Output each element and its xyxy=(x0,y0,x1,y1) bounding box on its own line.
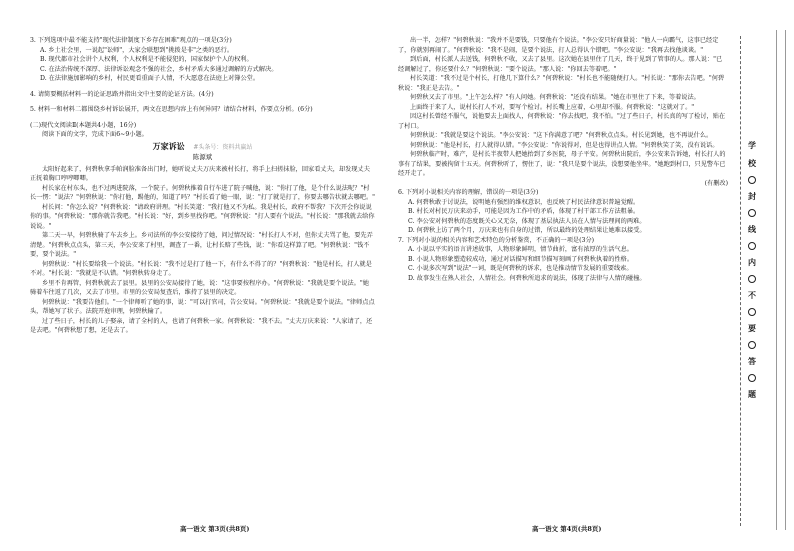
story-paragraph: 何碧秋说："我要告他们。"一个律师听了她的事，说："可以打官司，告公安局。"何碧秋说："我就是要个说法。"律师点点头，帮她写了状子。法院开庭审理，何碧秋输了。 xyxy=(30,298,375,315)
story-paragraph: 第二天一早，何碧秋骑了车去乡上。乡司法所的李公安接待了她，问过情况说："村长打人不对，但你丈夫骂了他，要先弄清楚。"何碧秋点点头，第三天，李公安来了村里，调查了一番，让村长赔了些钱，说："你看这样算了吧。"何碧秋说："钱不要，要个说法。" xyxy=(30,232,373,258)
binding-char: 要 xyxy=(748,323,756,333)
q6-option-c: C. 李公安对何碧秋的态度既关心又无奈，体现了基层执法人员在人情与法理间的两难。 xyxy=(408,217,646,225)
story-paragraph: 太阳好起来了，何碧秋拿手帕润脸准备出门时，她听说丈夫万庆来被村长打，将手上扫搓抹脸，回家看丈夫，却发现丈夫正抚着胸口哼哼唧唧。 xyxy=(30,165,370,182)
binding-circle-icon xyxy=(748,176,756,184)
story-title-text: 万家诉讼 xyxy=(152,140,185,151)
page-footer-right: 高一语文 第4页(共8页) xyxy=(532,525,602,533)
binding-circle-icon xyxy=(748,374,756,382)
left-column xyxy=(30,36,375,336)
binding-char: 不 xyxy=(748,290,756,300)
story-paragraph: 村长家在村东头，也不过两进院落，一个院子。何碧秋推着自行车进了院子喊他，说："你打了他，是个什么说法呢？"村长一愣："说法？"何碧秋说："你打他，踢他的，知道了吗？"村长看了她一眼，说："打了就是打了，你要去哪告状就去哪吧。" xyxy=(30,184,376,201)
binding-char: 线 xyxy=(748,224,756,234)
story-paragraph: 何碧秋说："我就是要这个说法。"李公安说："这下你满意了吧？"何碧秋点点头。村长见到她，也不再说什么。 xyxy=(410,132,713,139)
q7-option-c: C. 小说多次写到"说法"一词，既是何碧秋的诉求，也是推动情节发展的重要线索。 xyxy=(408,265,633,272)
binding-char: 封 xyxy=(748,191,756,201)
story-paragraph: 到后面，村长派人去送钱，何碧秋不收，又去了县里。这次她在县里住了几天，终于见到了管事的人。那人说："已经调解过了，你还要什么？"何碧秋说："要个说法。"那人说："你回去等着吧。" xyxy=(398,56,723,73)
right-column xyxy=(398,36,728,283)
binding-circle-icon xyxy=(748,275,756,283)
story-paragraph: 何碧秋又去了市里。"上午怎么样？"有人问她。何碧秋说："还没有结果。"她在市里住了下来，等着说法。 xyxy=(410,94,700,101)
binding-label xyxy=(742,140,762,400)
q6-stem: 6. 下列对小说相关内容的理解，错误的一项是(3分) xyxy=(398,189,539,196)
story-paragraph: 何碧秋说："村长要给我一个说法。"村长说："我不过是打了他一下，有什么不得了的？"何碧秋说："他是村长，打人就是不对。"村长说："我就是不认错。"何碧秋转身走了。 xyxy=(30,260,372,277)
q6-option-b: B. 村长对村民万庆来动手，可能是因为工作中的矛盾，体现了村干部工作方法粗暴。 xyxy=(408,208,640,215)
q3-option-a: A. 乡土社会里，一说起"讼师"，大家会联想到"挑拨是非"之类的恶行。 xyxy=(40,46,234,54)
story-paragraph: 村长笑道："我不过是个村长，打他几下算什么？"何碧秋说："村长也不能随便打人。"村长说："那你去告吧。"何碧秋说："我正是去告。" xyxy=(398,75,725,92)
binding-circle-icon xyxy=(748,341,756,349)
section-2-heading: (二)现代文阅读Ⅱ(本题共4小题，16分) xyxy=(30,121,137,129)
story-paragraph: 村长问："你怎么说？"何碧秋说："请政府讲理。"村长笑道："我打他又不为私。我是村长，政府不帮我？下次开会你说说你的事。"何碧秋说："那你就告我吧。"村长说："好，到乡里找你吧。"何碧秋说："打人要有个说法。"村长说："那我就去给你说说。" xyxy=(30,203,375,230)
binding-circle-icon xyxy=(748,308,756,316)
story-paragraph: 上面终于来了人，说村长打人不对，要写个检讨。村长嘴上应着，心里却不服。何碧秋说："这就对了。" xyxy=(410,103,695,111)
story-author: 陈源斌 xyxy=(192,153,213,161)
q3-stem: 3. 下列选项中最不能支持"现代法律制度下乡存在困难"观点的一项是(3分) xyxy=(30,37,232,44)
q3-option-d: D. 在法律施加影响的乡村，村民更看重面子人情，不大愿意在法庭上对簿公堂。 xyxy=(40,75,260,82)
watermark-text: #头条号：资料共赢站 xyxy=(193,143,253,151)
q4-stem: 4. 请简要概括材料一的论证思路并指出文中主要的论证方法。(4分) xyxy=(30,90,214,98)
story-paragraph: 因这村长曾经不服气，说他要去上面找人，何碧秋说："你去找吧，我不怕。"过了些日子，村长真的写了检讨，贴在了村口。 xyxy=(398,113,726,130)
q7-option-a: A. 小说以平实的语言讲述故事，人物形象鲜明，情节曲折，富有浓厚的生活气息。 xyxy=(408,246,633,253)
q7-option-d: D. 故事发生在熟人社会，人情社会。何碧秋所追求的说法，体现了法律与人情的碰撞。 xyxy=(408,274,646,282)
q6-option-a: A. 何碧秋敢于讨说法，说明她有强烈的维权意识，也反映了村民法律意识普遍觉醒。 xyxy=(408,198,640,206)
story-paragraph: 何碧秋说："他是村长，打人就得认错。"李公安说："你说得对，但是也得讲点人情。"何碧秋笑了笑，没有说话。 xyxy=(410,141,719,149)
binding-circle-icon xyxy=(748,242,756,250)
story-paragraph: 乡里不肯再管，何碧秋就去了县里。县里的公安局接待了她，说："这事要按程序办。"何碧秋说："我就是要个说法。"她骑着车往返了几次，又去了市里。市里的公安局复查后，维持了县里的决定。 xyxy=(30,279,369,296)
q7-option-b: B. 小说人物形象塑造较成功，通过对话描写和细节描写刻画了何碧秋执着的性格。 xyxy=(408,255,634,263)
story-paragraph: 何碧秋临产时，难产，是村长半夜带人把她抬到了乡医院，母子平安。何碧秋出院后，李公安来告诉她，村长打人的事有了结果，要被拘留十五天。何碧秋听了，愣住了，说："我只是要个说法，没想要他坐牢。"她跑到村口，只见警车已经开走了。 xyxy=(398,151,726,177)
story-paragraph: 出一半，怎样？"何碧秋说："我并不是要钱，只要他有个说法。"李公安只好商量说："他人一向霸气，这事已经定了，你就别再闹了。"何碧秋说："我不是闹，是要个说法，打人总得认个错吧。"李公安说："我再去找他谈谈。" xyxy=(398,37,719,54)
q7-stem: 7. 下列对小说的相关内容和艺术特色的分析鉴赏，不正确的一项是(3分) xyxy=(398,236,595,244)
binding-char: 校 xyxy=(748,158,756,168)
page-footer-left: 高一语文 第3页(共8页) xyxy=(180,525,250,533)
binding-char: 内 xyxy=(748,257,756,267)
binding-char: 题 xyxy=(748,389,756,399)
binding-char: 学 xyxy=(748,140,756,150)
binding-circle-icon xyxy=(748,209,756,217)
story-title xyxy=(30,142,375,153)
q5-stem: 5. 材料一和材料二都围绕乡村诉讼展开，两文在思想内容上有何异同？请结合材料，作要点分析。(6分) xyxy=(30,106,313,113)
q3-option-c: C. 在法治传统不深厚、法律诉讼观念不强的社会，乡村矛盾大多通过调解的方式解决。 xyxy=(40,65,278,73)
section-2-intro: 阅读下面的文字，完成下面6~9小题。 xyxy=(42,131,148,138)
binding-char: 答 xyxy=(748,356,756,366)
q6-option-d: D. 何碧秋上访了两个月，万庆来也有自身的过错，所以最终的处理结果让她难以接受。 xyxy=(408,227,646,234)
q3-option-b: B. 现代都市社会讲个人权利，个人权利是不能侵犯的，国家保护个人的权利。 xyxy=(40,56,253,63)
revision-note: (有删改) xyxy=(704,179,728,187)
page-edge-rail xyxy=(776,30,786,530)
story-paragraph: 过了些日子，村长的儿子娶亲，请了全村的人，也请了何碧秋一家。何碧秋说："我不去。"丈夫万庆来说："人家请了，还是去吧。"何碧秋想了想，还是去了。 xyxy=(30,317,373,334)
